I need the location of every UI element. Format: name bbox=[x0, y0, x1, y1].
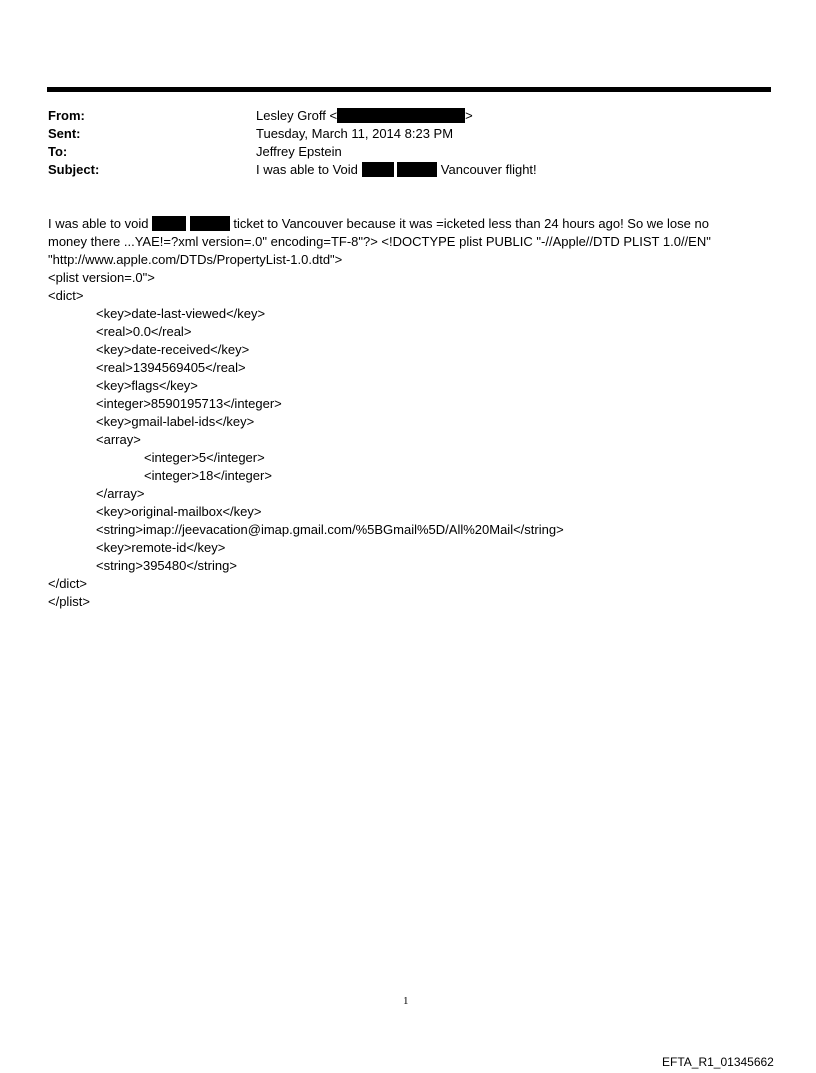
redaction-box bbox=[190, 216, 230, 231]
body-line: <plist version=.0"> bbox=[48, 270, 155, 285]
to-label: To: bbox=[48, 144, 68, 159]
from-close-bracket: > bbox=[465, 108, 473, 123]
body-line: </plist> bbox=[48, 594, 90, 609]
body-line: <integer>8590195713</integer> bbox=[96, 396, 282, 411]
body-line: </dict> bbox=[48, 576, 88, 591]
body-line: <real>0.0</real> bbox=[96, 324, 192, 339]
body-line: <integer>5</integer> bbox=[144, 450, 265, 465]
from-row bbox=[48, 107, 768, 125]
body-line: <integer>18</integer> bbox=[144, 468, 272, 483]
to-value: Jeffrey Epstein bbox=[256, 144, 342, 159]
body-line: <string>395480</string> bbox=[96, 558, 237, 573]
from-value bbox=[256, 107, 473, 125]
to-row bbox=[48, 143, 768, 161]
body-line: <key>remote-id</key> bbox=[96, 540, 226, 555]
redaction-box bbox=[362, 162, 394, 177]
subject-row bbox=[48, 161, 768, 179]
document-id: EFTA_R1_01345662 bbox=[662, 1055, 774, 1069]
body-line: <real>1394569405</real> bbox=[96, 360, 246, 375]
subject-text-end: Vancouver flight! bbox=[440, 162, 537, 177]
body-text-start: I was able to void bbox=[48, 216, 149, 231]
body-line: money there ...YAE!=?xml version=.0" encoding=TF-8"?> <!DOCTYPE plist PUBLIC "-//Apple//DTD PLIST 1.0//EN" bbox=[48, 234, 711, 249]
body-line: </array> bbox=[96, 486, 145, 501]
body-line: <dict> bbox=[48, 288, 84, 303]
body-line: <string>imap://jeevacation@imap.gmail.com/%5BGmail%5D/All%20Mail</string> bbox=[96, 522, 564, 537]
page-number: 1 bbox=[403, 995, 409, 1007]
redaction-box bbox=[152, 216, 186, 231]
subject-value bbox=[256, 161, 537, 179]
from-label: From: bbox=[48, 108, 85, 123]
sent-label: Sent: bbox=[48, 126, 81, 141]
body-line: <key>date-received</key> bbox=[96, 342, 250, 357]
body-line: <array> bbox=[96, 432, 141, 447]
sent-row bbox=[48, 125, 768, 143]
redaction-box bbox=[337, 108, 465, 123]
body-text-end: ticket to Vancouver because it was =icketed less than 24 hours ago! So we lose no bbox=[233, 216, 709, 231]
body-line: <key>gmail-label-ids</key> bbox=[96, 414, 255, 429]
redaction-box bbox=[397, 162, 437, 177]
header-rule bbox=[47, 87, 771, 92]
subject-label: Subject: bbox=[48, 162, 100, 177]
body-line bbox=[48, 215, 709, 233]
body-line: <key>date-last-viewed</key> bbox=[96, 306, 266, 321]
from-name: Lesley Groff < bbox=[256, 108, 338, 123]
sent-value: Tuesday, March 11, 2014 8:23 PM bbox=[256, 126, 454, 141]
body-line: <key>flags</key> bbox=[96, 378, 198, 393]
body-line: "http://www.apple.com/DTDs/PropertyList-1.0.dtd"> bbox=[48, 252, 343, 267]
body-line: <key>original-mailbox</key> bbox=[96, 504, 262, 519]
subject-text-start: I was able to Void bbox=[256, 162, 358, 177]
